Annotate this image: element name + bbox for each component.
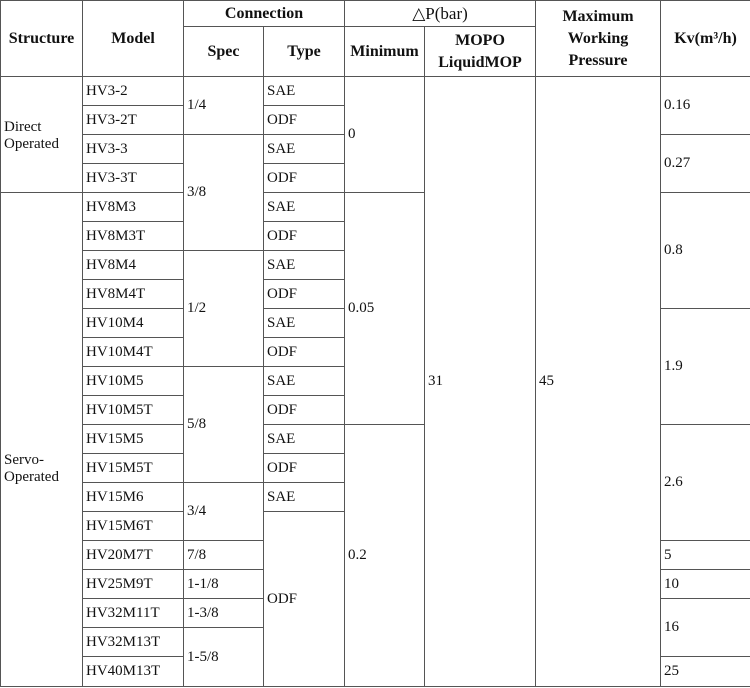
header-spec: Spec	[184, 27, 264, 77]
spec-cell: 3/4	[184, 483, 264, 541]
model-cell: HV3-3T	[83, 164, 184, 193]
model-cell: HV20M7T	[83, 541, 184, 570]
model-cell: HV8M4	[83, 251, 184, 280]
type-cell: SAE	[264, 425, 345, 454]
model-cell: HV10M5	[83, 367, 184, 396]
header-kv: Kv(m³/h)	[661, 1, 750, 77]
type-cell: SAE	[264, 77, 345, 106]
spec-cell: 1-3/8	[184, 599, 264, 628]
model-cell: HV10M5T	[83, 396, 184, 425]
type-cell: ODF	[264, 280, 345, 309]
kv-cell: 10	[661, 570, 750, 599]
model-cell: HV8M3T	[83, 222, 184, 251]
model-cell: HV25M9T	[83, 570, 184, 599]
type-cell: ODF	[264, 164, 345, 193]
spec-cell: 3/8	[184, 135, 264, 251]
minimum-cell: 0.05	[345, 193, 425, 425]
header-max-working-pressure: Maximum Working Pressure	[536, 1, 661, 77]
kv-cell: 25	[661, 657, 750, 687]
type-cell: ODF	[264, 338, 345, 367]
header-minimum: Minimum	[345, 27, 425, 77]
spec-cell: 1-1/8	[184, 570, 264, 599]
model-cell: HV15M5	[83, 425, 184, 454]
type-cell: ODF	[264, 512, 345, 687]
kv-cell: 0.16	[661, 77, 750, 135]
mopo-cell: 31	[425, 77, 536, 687]
type-cell: SAE	[264, 309, 345, 338]
model-cell: HV3-2T	[83, 106, 184, 135]
model-cell: HV8M4T	[83, 280, 184, 309]
header-type: Type	[264, 27, 345, 77]
kv-cell: 16	[661, 599, 750, 657]
header-mopo: MOPO LiquidMOP	[425, 27, 536, 77]
type-cell: SAE	[264, 193, 345, 222]
model-cell: HV10M4	[83, 309, 184, 338]
max-pressure-cell: 45	[536, 77, 661, 687]
model-cell: HV40M13T	[83, 657, 184, 687]
type-cell: SAE	[264, 483, 345, 512]
model-cell: HV10M4T	[83, 338, 184, 367]
model-cell: HV32M13T	[83, 628, 184, 657]
spec-cell: 5/8	[184, 367, 264, 483]
model-cell: HV15M5T	[83, 454, 184, 483]
header-connection: Connection	[184, 1, 345, 27]
structure-cell: Servo-Operated	[1, 193, 83, 687]
spec-cell: 1-5/8	[184, 628, 264, 687]
spec-cell: 1/4	[184, 77, 264, 135]
header-model: Model	[83, 1, 184, 77]
type-cell: ODF	[264, 454, 345, 483]
minimum-cell: 0	[345, 77, 425, 193]
spec-cell: 7/8	[184, 541, 264, 570]
model-cell: HV32M11T	[83, 599, 184, 628]
type-cell: ODF	[264, 222, 345, 251]
model-cell: HV8M3	[83, 193, 184, 222]
type-cell: ODF	[264, 106, 345, 135]
kv-cell: 5	[661, 541, 750, 570]
model-cell: HV15M6T	[83, 512, 184, 541]
model-cell: HV3-3	[83, 135, 184, 164]
kv-cell: 0.27	[661, 135, 750, 193]
kv-cell: 1.9	[661, 309, 750, 425]
model-cell: HV3-2	[83, 77, 184, 106]
table-row	[1, 77, 750, 106]
type-cell: SAE	[264, 251, 345, 280]
minimum-cell: 0.2	[345, 425, 425, 687]
structure-cell: Direct Operated	[1, 77, 83, 193]
header-structure: Structure	[1, 1, 83, 77]
spec-cell: 1/2	[184, 251, 264, 367]
type-cell: ODF	[264, 396, 345, 425]
type-cell: SAE	[264, 135, 345, 164]
kv-cell: 0.8	[661, 193, 750, 309]
model-cell: HV15M6	[83, 483, 184, 512]
kv-cell: 2.6	[661, 425, 750, 541]
header-delta-p: △P(bar)	[345, 1, 536, 27]
type-cell: SAE	[264, 367, 345, 396]
